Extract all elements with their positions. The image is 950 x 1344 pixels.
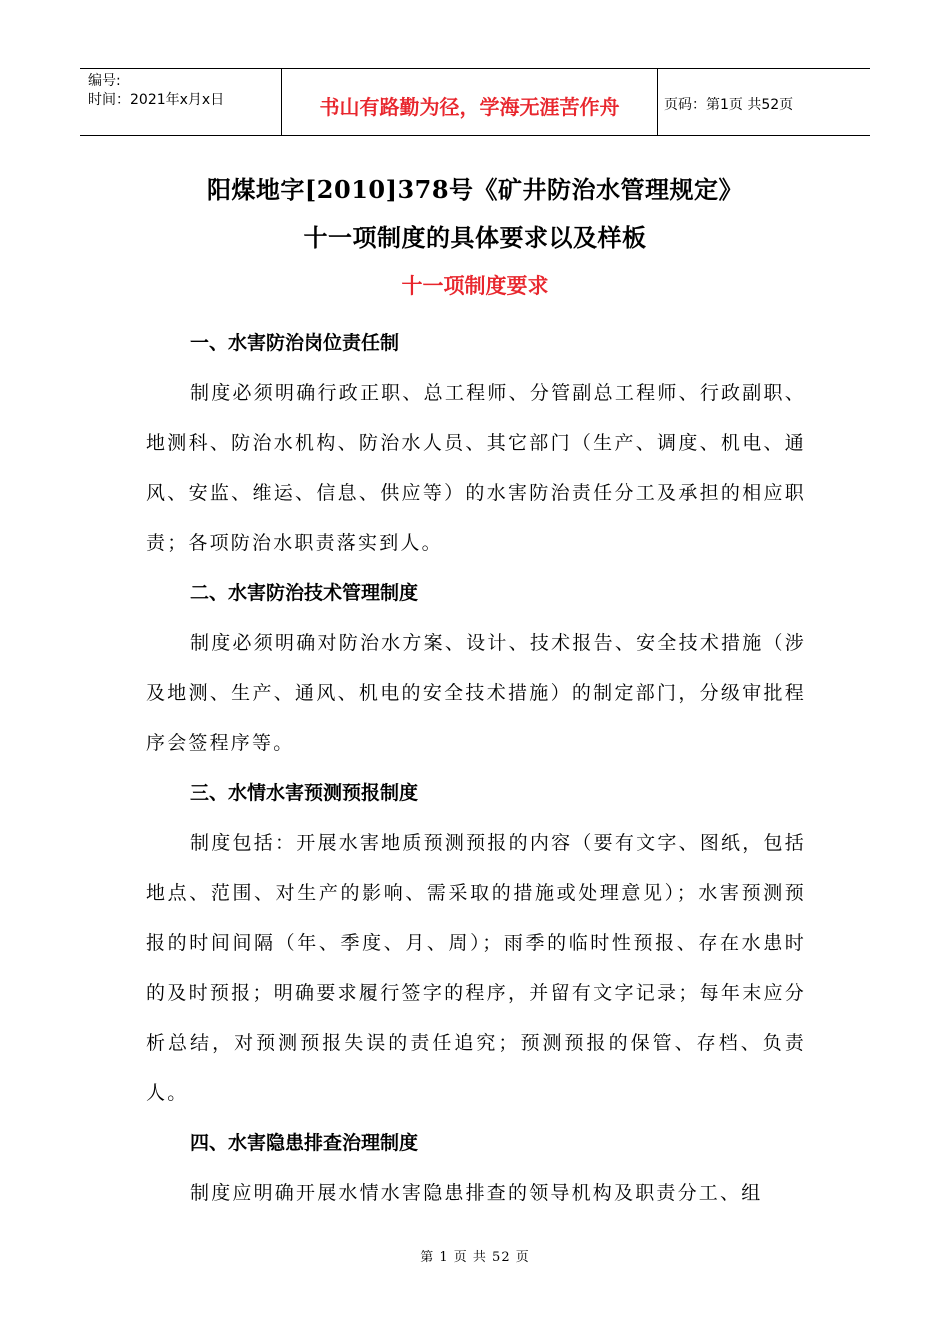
document-number-label: 编号:: [88, 73, 121, 89]
section-paragraph: 制度应明确开展水情水害隐患排查的领导机构及职责分工、组: [190, 1182, 763, 1204]
page-footer: 第 1 页 共 52 页: [420, 1250, 530, 1265]
section-heading: 四、水害隐患排查治理制度: [190, 1132, 419, 1154]
section-heading: 二、水害防治技术管理制度: [190, 582, 419, 604]
header-meta-cell: [80, 69, 282, 135]
section-heading: 一、水害防治岗位责任制: [190, 332, 400, 354]
section-heading: 三、水情水害预测预报制度: [190, 782, 419, 804]
section-paragraph: 制度必须明确对防治水方案、设计、技术报告、安全技术措施（涉及地测、生产、通风、机电的安全技术措施）的制定部门，分级审批程序会签程序等。: [146, 632, 806, 754]
section-paragraph: 制度必须明确行政正职、总工程师、分管副总工程师、行政副职、地测科、防治水机构、防治水人员、其它部门（生产、调度、机电、通风、安监、维运、信息、供应等）的水害防治责任分工及承担的相应职责；各项防治水职责落实到人。: [146, 382, 806, 554]
document-subtitle: 十一项制度要求: [401, 273, 549, 298]
section-paragraph: 制度包括：开展水害地质预测预报的内容（要有文字、图纸，包括地点、范围、对生产的影响、需采取的措施或处理意见）；水害预测预报的时间间隔（年、季度、月、周）；雨季的临时性预报、存在水患时的及时预报；明确要求履行签字的程序，并留有文字记录；每年末应分析总结，对预测预报失误的责任追究；预测预报的保管、存档、负责人。: [146, 832, 806, 1104]
header-motto: 书山有路勤为径，学海无涯苦作舟: [282, 69, 658, 135]
document-title-line1: 阳煤地字[2010]378号《矿井防治水管理规定》: [206, 175, 744, 204]
document-date: 时间：2021年x月x日: [88, 92, 225, 108]
document-title-line2: 十一项制度的具体要求以及样板: [303, 223, 647, 252]
document-body: [146, 318, 806, 1218]
header-table: [80, 68, 870, 136]
header-page-info: 页码：第1页 共52页: [664, 97, 794, 113]
